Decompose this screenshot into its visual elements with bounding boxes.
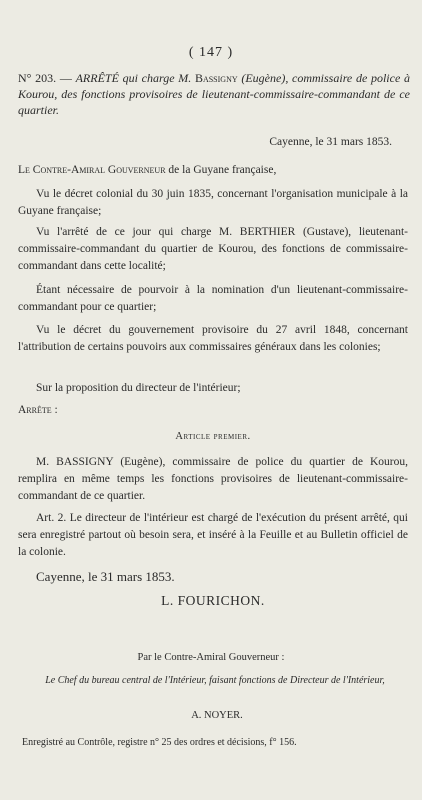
intro-lead: Le Contre-Amiral Gouverneur bbox=[18, 164, 166, 176]
title-text-a: qui charge M. bbox=[118, 71, 195, 85]
considerant-3: Étant nécessaire de pourvoir à la nomination d'un lieutenant-commissaire-commandant pour ce quartier; bbox=[18, 284, 408, 313]
noyer-signature: A. NOYER. bbox=[191, 710, 243, 721]
title-name: Bassigny bbox=[194, 71, 238, 85]
title-dash: — bbox=[56, 71, 76, 85]
article-premier-heading: Article premier. bbox=[175, 431, 251, 442]
considerant-5: Sur la proposition du directeur de l'intérieur; bbox=[36, 382, 241, 394]
considerant-2: Vu l'arrêté de ce jour qui charge M. BERTHIER (Gustave), lieutenant-commissaire-commandant du quartier de Kourou, des fonctions de commissaire-commandant dans cette localité; bbox=[18, 226, 408, 272]
signature: L. FOURICHON. bbox=[161, 593, 265, 608]
considerant-1: Vu le décret colonial du 30 juin 1835, concernant l'organisation municipale à la Guyane française; bbox=[18, 188, 408, 217]
enregistrement-note: Enregistré au Contrôle, registre n° 25 des ordres et décisions, f° 156. bbox=[22, 737, 297, 748]
par-le-gouverneur: Par le Contre-Amiral Gouverneur : bbox=[137, 652, 285, 663]
chef-bureau: Le Chef du bureau central de l'Intérieur, faisant fonctions de Directeur de l'Intérieur, bbox=[45, 675, 385, 686]
intro-line bbox=[18, 162, 408, 179]
date-top: Cayenne, le 31 mars 1853. bbox=[269, 136, 392, 148]
article-1: M. BASSIGNY (Eugène), commissaire de police du quartier de Kourou, remplira en même temps les fonctions provisoires de lieutenant-commissaire-commandant de ce quartier. bbox=[18, 456, 408, 502]
arrete-title bbox=[18, 70, 410, 118]
title-text-b: (Eugène), commissaire de police à Kourou, des fonctions provisoires de lieutenant-commissaire-commandant de ce quartier. bbox=[18, 71, 411, 117]
intro-rest: de la Guyane française, bbox=[165, 164, 277, 176]
arrete-number: N° 203. bbox=[18, 71, 57, 85]
article-2: Art. 2. Le directeur de l'intérieur est chargé de l'exécution du présent arrêté, qui sera enregistré partout où besoin sera, et inséré à la Feuille et au Bulletin officiel de la colonie. bbox=[18, 512, 408, 558]
considerant-4: Vu le décret du gouvernement provisoire du 27 avril 1848, concernant l'attribution de certains pouvoirs aux commissaires généraux dans les colonies; bbox=[18, 324, 408, 353]
page-number: ( 147 ) bbox=[188, 45, 234, 60]
date-bottom: Cayenne, le 31 mars 1853. bbox=[36, 569, 175, 584]
arrete-word: ARRÊTÉ bbox=[75, 71, 119, 85]
arrete-label: Arrête : bbox=[18, 404, 58, 416]
